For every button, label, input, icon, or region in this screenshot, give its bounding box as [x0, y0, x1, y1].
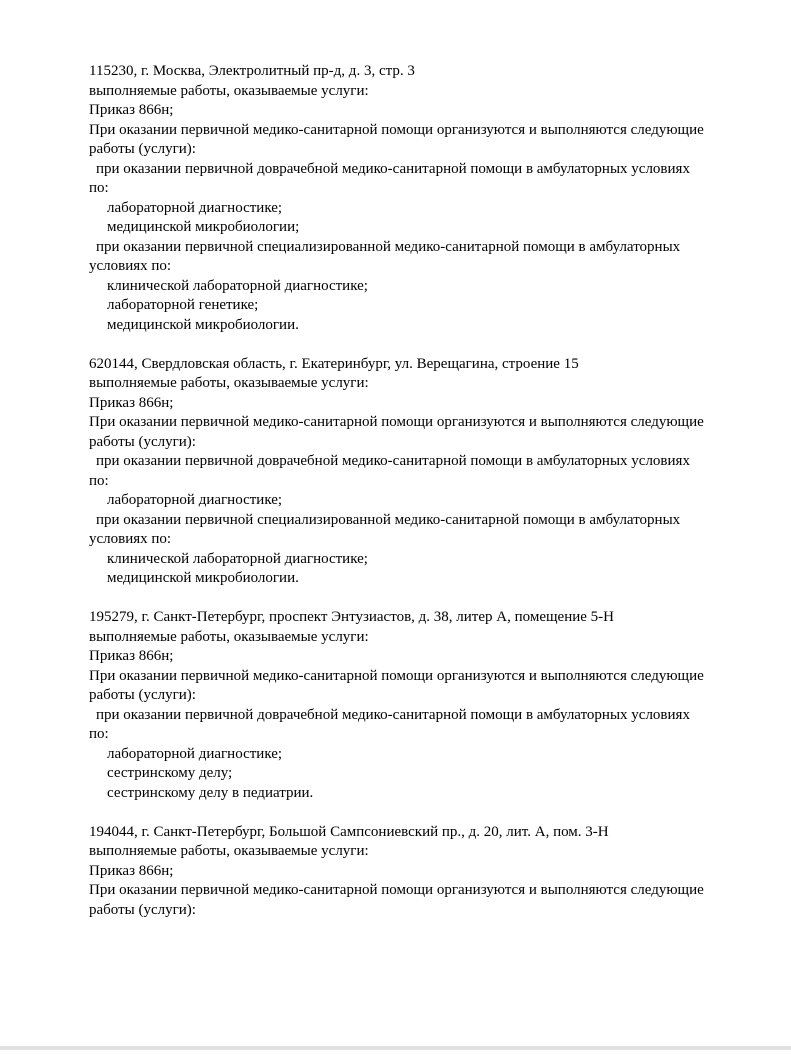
- text-line: по:: [89, 180, 109, 196]
- text-line: клинической лабораторной диагностике;: [107, 277, 368, 294]
- location-block-moscow: [89, 62, 761, 335]
- text-line: При оказании первичной медико-санитарной помощи организуются и выполняются следующие: [89, 882, 704, 898]
- text-line: выполняемые работы, оказываемые услуги:: [89, 843, 369, 859]
- location-block-ekaterinburg: [89, 355, 761, 589]
- text-line: 194044, г. Санкт-Петербург, Большой Сампсониевский пр., д. 20, лит. А, пом. 3-Н: [89, 823, 609, 840]
- horizontal-scrollbar[interactable]: [0, 1046, 791, 1050]
- text-line: при оказании первичной специализированной медико-санитарной помощи в амбулаторных: [96, 511, 681, 528]
- text-line: при оказании первичной доврачебной медико-санитарной помощи в амбулаторных условиях: [96, 160, 690, 177]
- text-line: работы (услуги):: [89, 687, 196, 703]
- text-line: при оказании первичной специализированной медико-санитарной помощи в амбулаторных: [96, 238, 681, 255]
- text-line: выполняемые работы, оказываемые услуги:: [89, 82, 369, 99]
- text-line: медицинской микробиологии.: [107, 570, 299, 586]
- text-line: сестринскому делу;: [107, 765, 233, 781]
- text-line: работы (услуги):: [89, 433, 196, 450]
- text-line: При оказании первичной медико-санитарной помощи организуются и выполняются следующие: [89, 414, 704, 430]
- text-line: Приказ 866н;: [89, 394, 174, 411]
- text-line: условиях по:: [89, 258, 172, 274]
- text-line: медицинской микробиологии.: [107, 316, 299, 333]
- text-line: по:: [89, 726, 109, 742]
- text-line: Приказ 866н;: [89, 102, 174, 118]
- text-line: Приказ 866н;: [89, 862, 174, 879]
- text-line: 115230, г. Москва, Электролитный пр-д, д. 3, стр. 3: [89, 63, 415, 79]
- location-block-spb-entuziastov: [89, 608, 761, 803]
- text-line: клинической лабораторной диагностике;: [107, 550, 368, 567]
- text-line: лабораторной диагностике;: [107, 199, 283, 216]
- text-line: медицинской микробиологии;: [107, 219, 300, 235]
- text-line: условиях по:: [89, 531, 172, 547]
- text-line: При оказании первичной медико-санитарной помощи организуются и выполняются следующие: [89, 667, 704, 684]
- text-line: лабораторной диагностике;: [107, 745, 283, 762]
- text-line: лабораторной диагностике;: [107, 492, 283, 508]
- text-line: при оказании первичной доврачебной медико-санитарной помощи в амбулаторных условиях: [96, 453, 690, 469]
- text-line: при оказании первичной доврачебной медико-санитарной помощи в амбулаторных условиях: [96, 706, 690, 723]
- text-line: Приказ 866н;: [89, 648, 174, 664]
- text-line: 620144, Свердловская область, г. Екатеринбург, ул. Верещагина, строение 15: [89, 355, 579, 372]
- text-line: выполняемые работы, оказываемые услуги:: [89, 375, 369, 391]
- text-line: работы (услуги):: [89, 141, 196, 157]
- text-line: выполняемые работы, оказываемые услуги:: [89, 628, 369, 645]
- text-line: по:: [89, 472, 109, 489]
- text-line: работы (услуги):: [89, 901, 196, 918]
- document-content: [89, 62, 761, 920]
- text-line: При оказании первичной медико-санитарной помощи организуются и выполняются следующие: [89, 121, 704, 138]
- text-line: сестринскому делу в педиатрии.: [107, 784, 314, 801]
- text-line: 195279, г. Санкт-Петербург, проспект Энтузиастов, д. 38, литер А, помещение 5-Н: [89, 609, 614, 625]
- location-block-spb-sampsonievsky: [89, 823, 761, 921]
- text-line: лабораторной генетике;: [107, 297, 259, 313]
